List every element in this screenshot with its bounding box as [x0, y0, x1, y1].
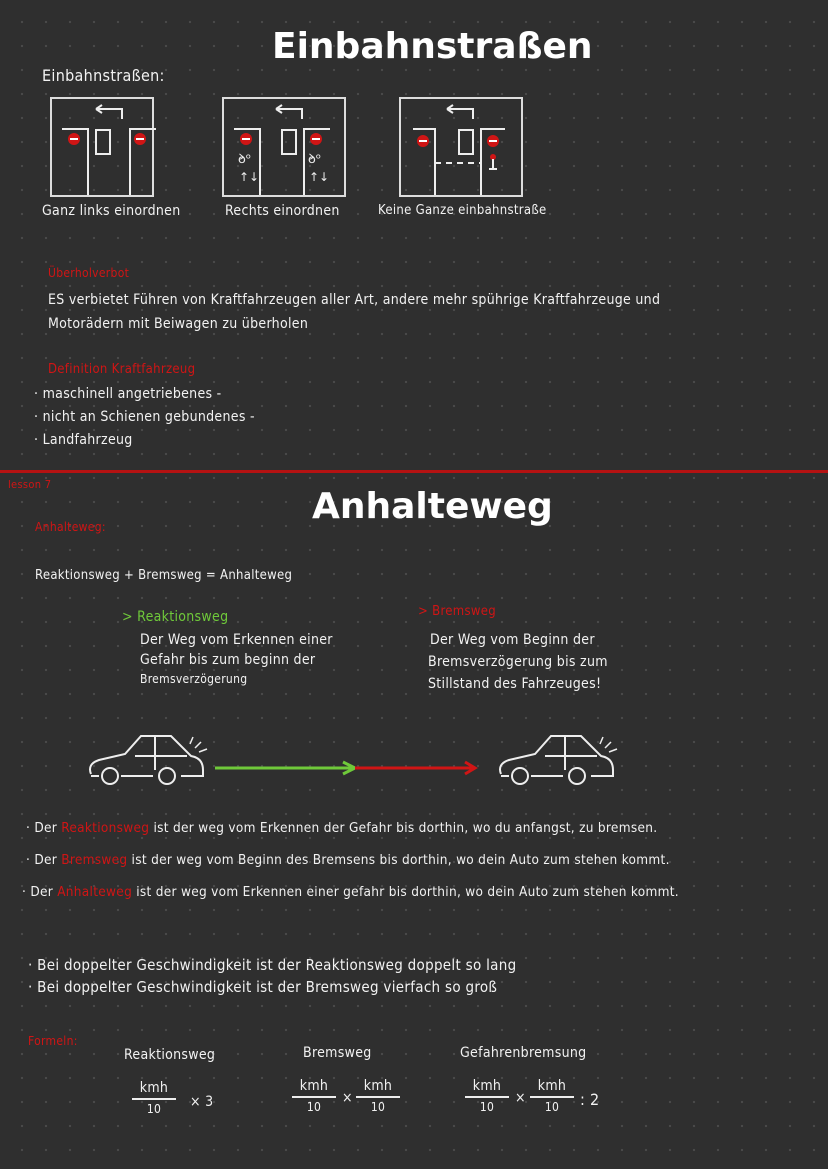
sign-one-way-bikes: [222, 97, 346, 197]
definition-item-text: maschinell angetriebenes -: [42, 386, 222, 402]
reaktionsweg-text: Der Weg vom Erkennen einer: [140, 632, 333, 648]
one-way-bike-diagram-icon: [224, 99, 344, 195]
formula-fraction: [132, 1080, 176, 1116]
divider-note: lesson 7: [8, 478, 52, 491]
heading-formulas: Formeln:: [28, 1034, 78, 1048]
overtaking-text: Motorädern mit Beiwagen zu überholen: [48, 316, 309, 332]
one-way-diagram-icon: [52, 99, 152, 195]
sign-one-way-left: [50, 97, 154, 197]
fact-item: · Der Reaktionsweg ist der weg vom Erkennen der Gefahr bis dorthin, wo du anfangst, zu bremsen.: [26, 820, 658, 836]
fact-term: Anhalteweg: [57, 884, 133, 900]
numerator: kmh: [530, 1078, 574, 1098]
fact-text: ist der weg vom Erkennen einer gefahr bis dorthin, wo dein Auto zum stehen kommt.: [136, 884, 679, 900]
fact-item: · Der Anhalteweg ist der weg vom Erkennen einer gefahr bis dorthin, wo dein Auto zum stehen kommt.: [22, 884, 679, 900]
fact-pre: Der: [30, 884, 54, 900]
numerator: kmh: [132, 1080, 176, 1100]
formula-operator: × 3: [190, 1094, 214, 1110]
speed-note-text: Bei doppelter Geschwindigkeit ist der Reaktionsweg doppelt so lang: [37, 956, 517, 974]
section-divider: [0, 470, 828, 473]
formula-operator: ×: [515, 1090, 526, 1106]
svg-text:↑↓: ↑↓: [309, 170, 330, 184]
definition-item: · nicht an Schienen gebundenes -: [34, 409, 255, 425]
denominator: 10: [306, 1100, 322, 1114]
reaktionsweg-text: Bremsverzögerung: [140, 672, 248, 686]
speed-note-text: Bei doppelter Geschwindigkeit ist der Bremsweg vierfach so groß: [37, 978, 498, 996]
denominator: 10: [146, 1102, 162, 1116]
denominator: 10: [479, 1100, 495, 1114]
fact-term: Reaktionsweg: [61, 820, 150, 836]
bremsweg-text: Der Weg vom Beginn der: [430, 632, 595, 648]
formula-name: Reaktionsweg: [124, 1047, 216, 1063]
formula-name: Bremsweg: [303, 1045, 372, 1061]
denominator: 10: [370, 1100, 386, 1114]
numerator: kmh: [292, 1078, 336, 1098]
fact-text: ist der weg vom Beginn des Bremsens bis dorthin, wo dein Auto zum stehen kommt.: [131, 852, 670, 868]
definition-item-text: nicht an Schienen gebundenes -: [42, 409, 255, 425]
title-anhalteweg: Anhalteweg: [312, 486, 553, 527]
formula-fraction: [356, 1078, 400, 1114]
fact-term: Bremsweg: [61, 852, 128, 868]
definition-item: · Landfahrzeug: [34, 432, 133, 448]
formula-fraction: [292, 1078, 336, 1114]
car-icon: [495, 728, 625, 788]
heading-bremsweg: > Bremsweg: [418, 604, 496, 619]
overtaking-text: ES verbietet Führen von Kraftfahrzeugen aller Art, andere mehr spührige Kraftfahrzeuge und: [48, 292, 661, 308]
equation: Reaktionsweg + Bremsweg = Anhalteweg: [35, 568, 293, 583]
heading-overtaking-ban: Überholverbot: [48, 266, 130, 280]
heading-reaktionsweg: > Reaktionsweg: [122, 609, 229, 625]
fact-item: · Der Bremsweg ist der weg vom Beginn des Bremsens bis dorthin, wo dein Auto zum stehen kommt.: [26, 852, 670, 868]
numerator: kmh: [465, 1078, 509, 1098]
title-einbahnstrassen: Einbahnstraßen: [272, 26, 593, 67]
svg-text:ꝺ̷ᵒ: ꝺ̷ᵒ: [308, 152, 322, 167]
label-anhalteweg: Anhalteweg:: [35, 520, 106, 534]
partial-one-way-diagram-icon: [401, 99, 521, 195]
heading-definition: Definition Kraftfahrzeug: [48, 362, 196, 377]
reaktionsweg-text: Gefahr bis zum beginn der: [140, 652, 316, 668]
bremsweg-text: Bremsverzögerung bis zum: [428, 654, 608, 670]
label-einbahnstrassen: Einbahnstraßen:: [42, 66, 165, 85]
denominator: 10: [544, 1100, 560, 1114]
svg-text:ꝺ̷ᵒ: ꝺ̷ᵒ: [238, 152, 252, 167]
speed-note: · Bei doppelter Geschwindigkeit ist der Bremsweg vierfach so groß: [28, 978, 498, 996]
sign-partial-one-way: [399, 97, 523, 197]
formula-fraction: [465, 1078, 509, 1114]
car-icon: [85, 728, 215, 788]
bremsweg-text: Stillstand des Fahrzeuges!: [428, 676, 602, 692]
definition-item-text: Landfahrzeug: [42, 432, 133, 448]
definition-item: · maschinell angetriebenes -: [34, 386, 222, 402]
distance-arrow: [215, 760, 480, 776]
fact-pre: Der: [34, 820, 58, 836]
formula-fraction: [530, 1078, 574, 1114]
formula-operator: ×: [342, 1090, 353, 1106]
sign-caption: Ganz links einordnen: [42, 203, 181, 219]
svg-text:↑↓: ↑↓: [239, 170, 260, 184]
sign-caption: Rechts einordnen: [225, 203, 340, 219]
formula-operator: : 2: [580, 1090, 600, 1109]
fact-pre: Der: [34, 852, 58, 868]
fact-text: ist der weg vom Erkennen der Gefahr bis dorthin, wo du anfangst, zu bremsen.: [153, 820, 658, 836]
formula-name: Gefahrenbremsung: [460, 1045, 587, 1061]
speed-note: · Bei doppelter Geschwindigkeit ist der Reaktionsweg doppelt so lang: [28, 956, 517, 974]
sign-caption: Keine Ganze einbahnstraße: [378, 203, 547, 218]
numerator: kmh: [356, 1078, 400, 1098]
